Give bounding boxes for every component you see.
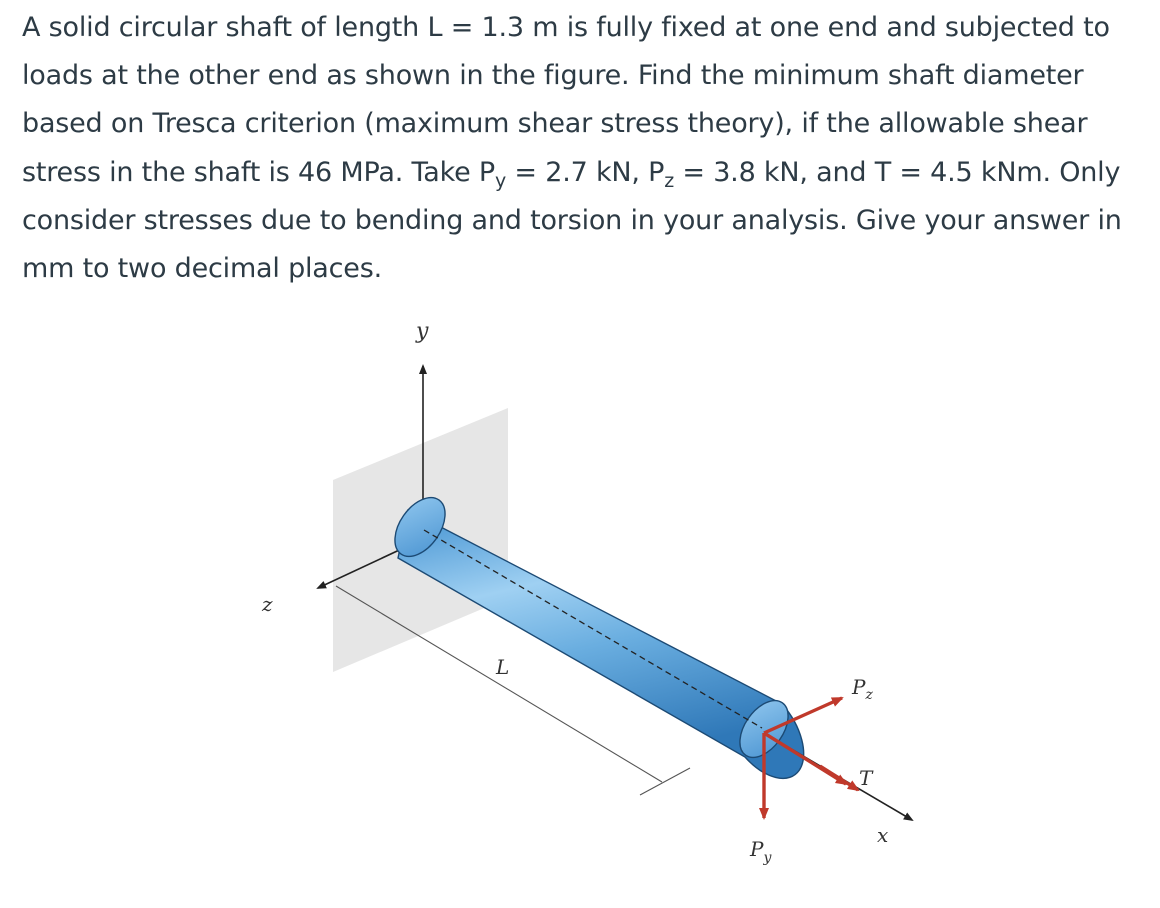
- problem-text-part-3: = 3.8 kN, and T = 4.5 kNm. Only consider stresses due to bending and torsion in your analysis. Give your answer in mm to two decimal places.: [22, 156, 1122, 285]
- pz-label: $P_z$: [852, 675, 873, 703]
- y-axis-label: y: [416, 319, 429, 344]
- z-axis-label: z: [262, 592, 273, 616]
- x-axis-label: x: [877, 823, 889, 847]
- pz-subscript: z: [664, 169, 675, 192]
- py-label: $P_y$: [750, 837, 772, 866]
- torque-label: T: [859, 766, 873, 790]
- problem-text-part-1: A solid circular shaft of length L = 1.3 m is fully fixed at one end and subjected to loads at the other end as shown in the figure. Find the minimum shaft diameter based on Tresca criterion (maximum shear stress theory), if the allowable shear stress in the shaft is 46 MPa. Take P: [22, 12, 1110, 188]
- problem-text-part-2: = 2.7 kN, P: [506, 156, 665, 188]
- py-subscript: y: [494, 169, 507, 192]
- length-dimension-ext: [640, 768, 690, 795]
- torque-double-arrow: [820, 766, 858, 790]
- length-label: L: [496, 655, 510, 679]
